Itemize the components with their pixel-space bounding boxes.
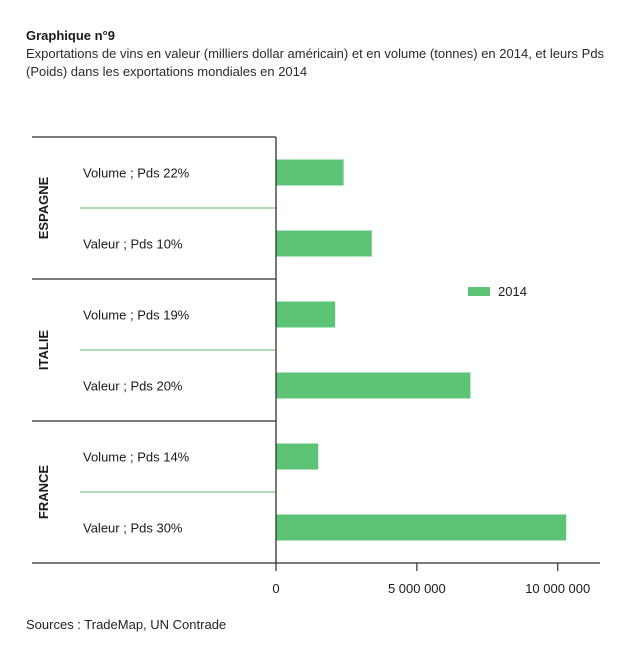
legend-label: 2014 (498, 284, 527, 299)
group-label-france: FRANCE (36, 464, 51, 520)
bar (276, 160, 344, 186)
category-label: Valeur ; Pds 30% (83, 520, 183, 536)
figure-label: Graphique n°9 (26, 28, 115, 43)
bar (276, 515, 566, 541)
bar (276, 373, 470, 399)
group-label-espagne: ESPAGNE (36, 176, 51, 240)
chart-description: Exportations de vins en valeur (milliers dollar américain) et en volume (tonnes) en 2014, et leurs Pds (Poids) dans les exportations mondiales en 2014 (26, 46, 605, 79)
x-tick-label: 5 000 000 (387, 581, 446, 596)
legend-swatch (468, 287, 490, 296)
bar (276, 231, 372, 257)
x-tick-label: 10 000 000 (525, 581, 591, 596)
category-label: Volume ; Pds 22% (83, 165, 190, 181)
category-label: Valeur ; Pds 20% (83, 378, 183, 394)
group-label-italie: ITALIE (36, 329, 51, 371)
chart-source: Sources : TradeMap, UN Contrade (26, 617, 227, 632)
category-label: Valeur ; Pds 10% (83, 236, 183, 252)
x-tick-label: 0 (272, 581, 280, 596)
bar (276, 444, 318, 470)
bar (276, 302, 335, 328)
category-label: Volume ; Pds 19% (83, 307, 190, 323)
category-label: Volume ; Pds 14% (83, 449, 190, 465)
